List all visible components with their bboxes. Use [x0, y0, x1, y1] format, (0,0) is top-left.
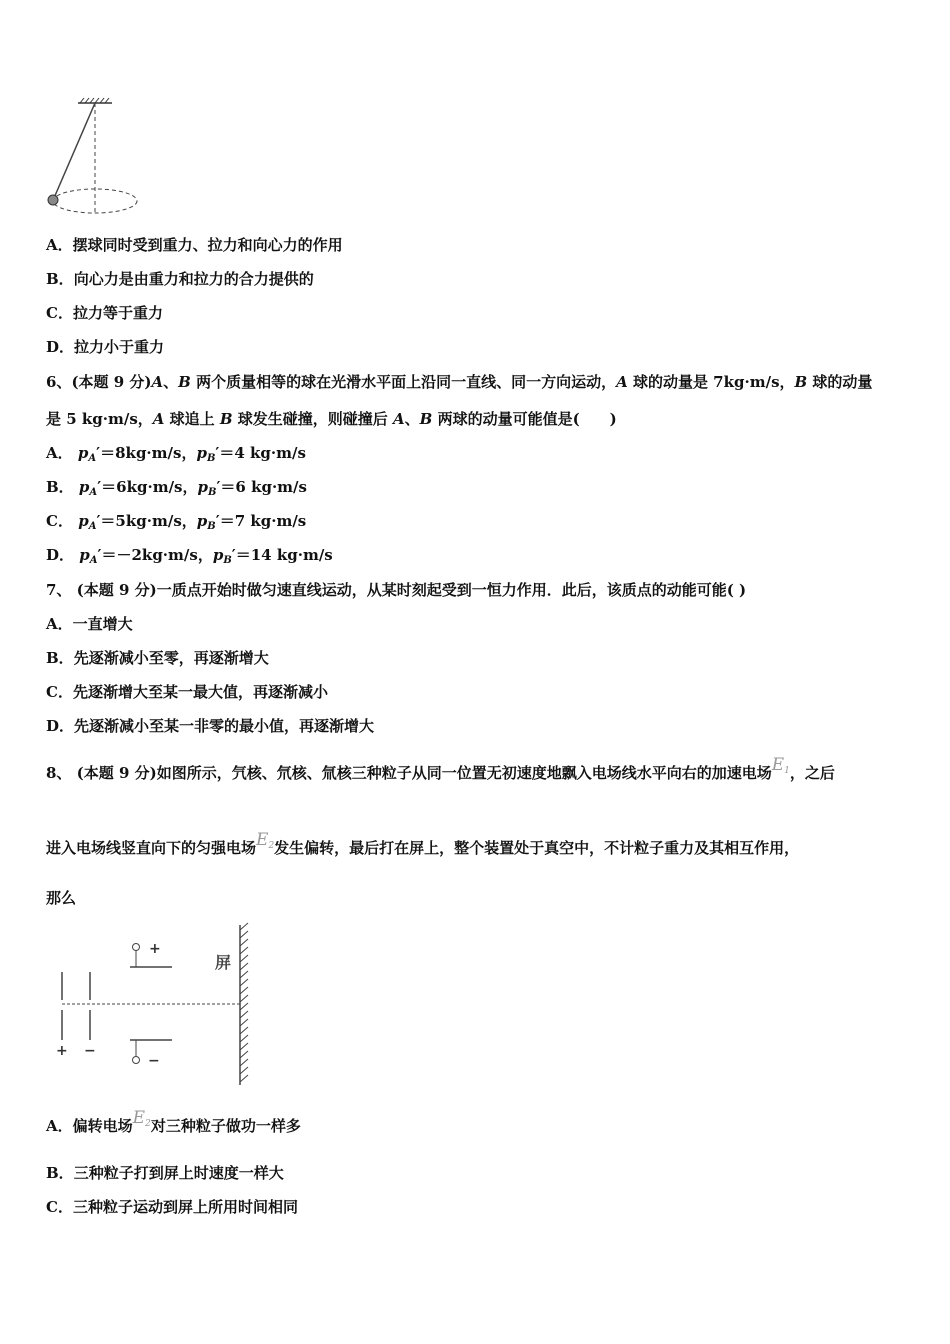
q7-option-c[interactable]: C．先逐渐增大至某一最大值，再逐渐减小: [46, 683, 328, 701]
e1-symbol: $E_1$: [771, 755, 790, 776]
q7-option-b[interactable]: B．先逐渐减小至零，再逐渐增大: [46, 649, 269, 667]
accel-plus-label: +: [56, 1043, 68, 1059]
q6-option-d[interactable]: D． $p_A'=-2kg\cdot m/s$，$p_B'=14$ kg·m/s: [46, 546, 333, 566]
q7-option-a[interactable]: A．一直增大: [46, 615, 133, 633]
q8-stem-line1: 8、 (本题 9 分)如图所示，氕核、氘核、氚核三种粒子从同一位置无初速度地飘入电场线水平向右的加速电场$E_1$，之后: [46, 755, 835, 782]
accel-minus-label: −: [84, 1043, 96, 1059]
q7-stem: 7、 (本题 9 分)一质点开始时做匀速直线运动，从某时刻起受到一恒力作用．此后，该质点的动能可能( ): [46, 581, 747, 599]
q8-stem-line3: 那么: [46, 889, 77, 907]
q5-option-c[interactable]: C．拉力等于重力: [46, 304, 163, 322]
conical-pendulum-figure: [40, 95, 150, 220]
screen-label: 屏: [215, 953, 232, 972]
q5-option-d[interactable]: D．拉力小于重力: [46, 338, 165, 356]
accelerator-deflector-figure: [50, 920, 260, 1090]
e2-symbol: $E_2$: [256, 830, 275, 851]
deflect-plus-label: +: [149, 941, 161, 957]
q8-option-a[interactable]: A．偏转电场$E_2$对三种粒子做功一样多: [46, 1108, 301, 1135]
q5-option-b[interactable]: B．向心力是由重力和拉力的合力提供的: [46, 270, 314, 288]
q6-stem-line2: 是 5 kg·m/s，A 球追上 B 球发生碰撞，则碰撞后 A、B 两球的动量可能值是( ): [46, 410, 617, 428]
e2-symbol: $E_2$: [132, 1108, 151, 1129]
q6-option-b[interactable]: B． $p_A'=6kg\cdot m/s$，$p_B'=6$ kg·m/s: [46, 478, 307, 498]
q5-option-a[interactable]: A．摆球同时受到重力、拉力和向心力的作用: [46, 236, 343, 254]
q8-option-b[interactable]: B．三种粒子打到屏上时速度一样大: [46, 1164, 284, 1182]
q6-stem-line1: 6、(本题 9 分)A、B 两个质量相等的球在光滑水平面上沿同一直线、同一方向运动，A 球的动量是 7kg·m/s，B 球的动量: [46, 373, 873, 391]
q8-option-c[interactable]: C．三种粒子运动到屏上所用时间相同: [46, 1198, 298, 1216]
q6-option-a[interactable]: A． $p_A'=8kg\cdot m/s$，$p_B'=4$ kg·m/s: [46, 444, 306, 464]
q6-option-c[interactable]: C． $p_A'=5kg\cdot m/s$，$p_B'=7$ kg·m/s: [46, 512, 307, 532]
deflect-minus-label: −: [148, 1053, 160, 1069]
q8-stem-line2: 进入电场线竖直向下的匀强电场$E_2$发生偏转，最后打在屏上，整个装置处于真空中，不计粒子重力及其相互作用，: [46, 830, 800, 857]
q7-option-d[interactable]: D．先逐渐减小至某一非零的最小值，再逐渐增大: [46, 717, 375, 735]
